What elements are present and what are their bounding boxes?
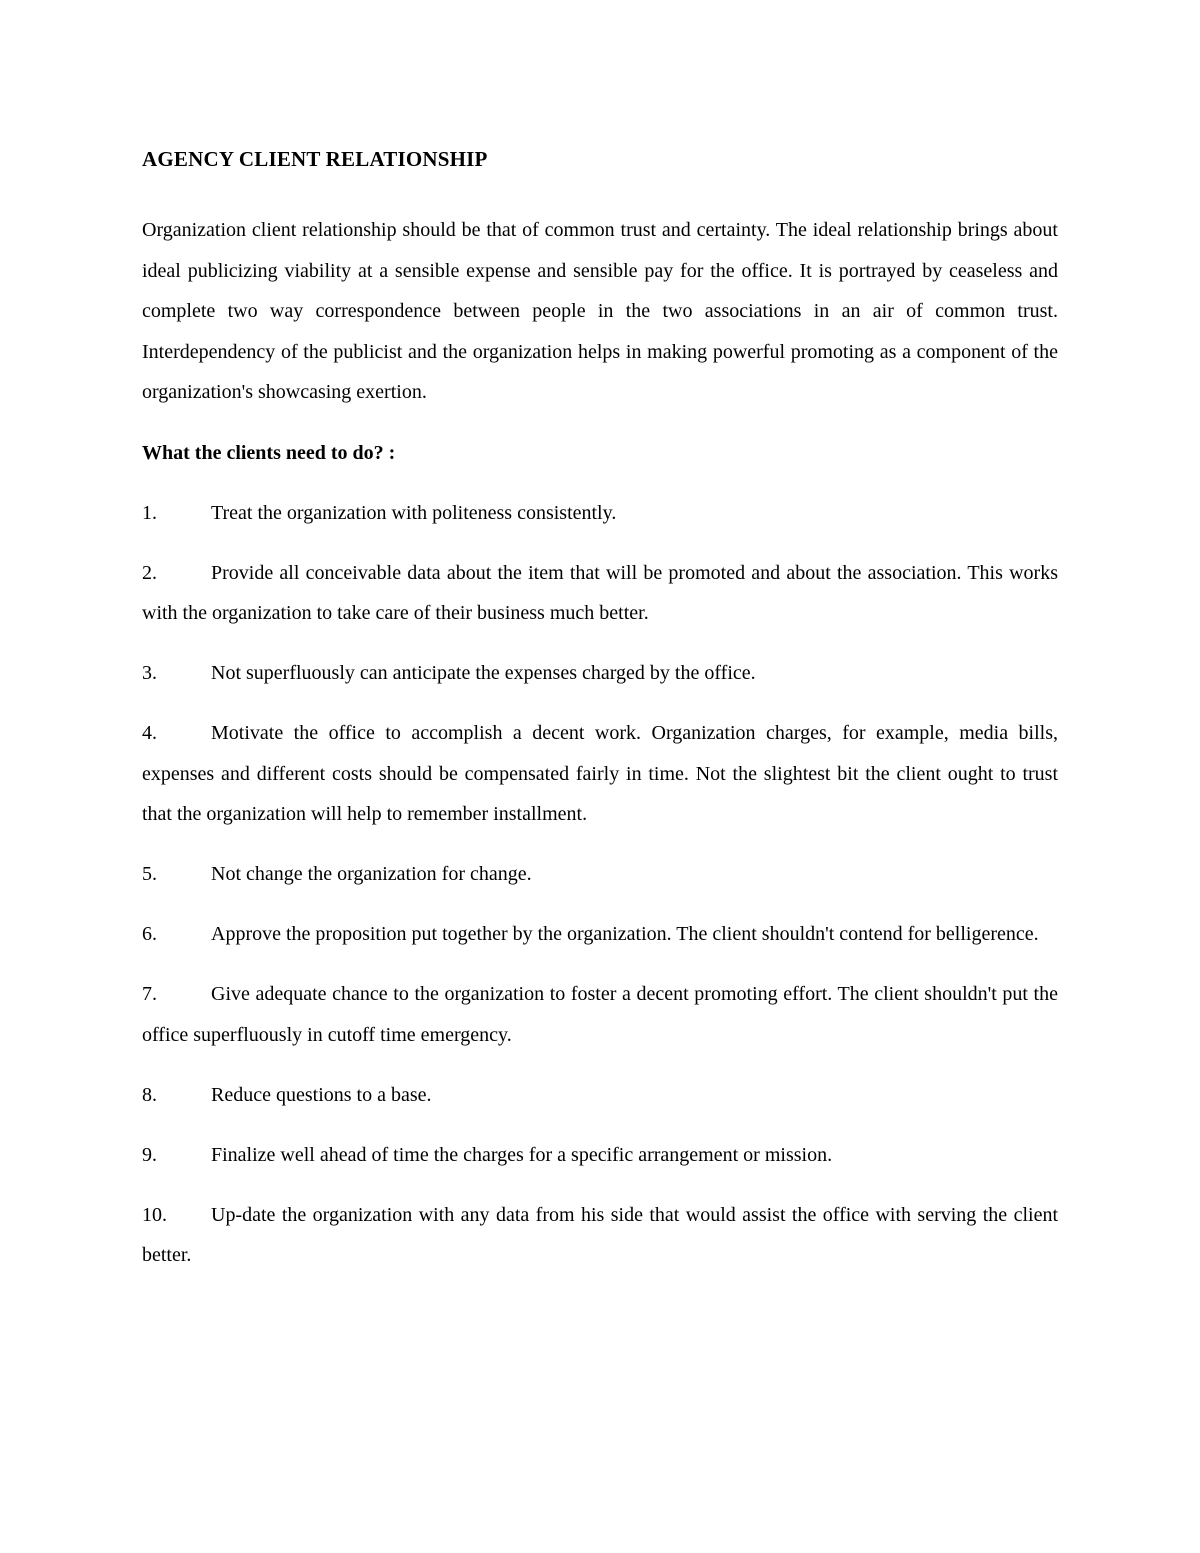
list-item bbox=[142, 1135, 1058, 1176]
section-subheading: What the clients need to do? : bbox=[142, 441, 396, 464]
list-item-text: Motivate the office to accomplish a decent work. Organization charges, for example, media bills, expenses and different costs should be compensated fairly in time. Not the slightest bit the client ought to trust that the organization will help to remember installment. bbox=[142, 722, 1058, 825]
list-item bbox=[142, 713, 1058, 835]
list-item-number: 7. bbox=[142, 983, 157, 1005]
list-item bbox=[142, 553, 1058, 634]
list-item bbox=[142, 974, 1058, 1055]
list-item-text: Finalize well ahead of time the charges for a specific arrangement or mission. bbox=[211, 1143, 833, 1166]
list-item bbox=[142, 1195, 1058, 1276]
list-item bbox=[142, 1075, 1058, 1116]
list-item-number: 6. bbox=[142, 923, 157, 945]
list-item-number: 8. bbox=[142, 1083, 157, 1106]
list-item bbox=[142, 854, 1058, 895]
list-item-number: 2. bbox=[142, 561, 157, 584]
list-item-text: Approve the proposition put together by the organization. The client shouldn't contend for belligerence. bbox=[211, 923, 1039, 945]
list-item-number: 4. bbox=[142, 722, 157, 744]
list-item-text: Give adequate chance to the organization to foster a decent promoting effort. The client shouldn't put the office superfluously in cutoff time emergency. bbox=[142, 983, 1058, 1046]
list-item-text: Treat the organization with politeness consistently. bbox=[211, 501, 617, 524]
list-item bbox=[142, 914, 1058, 955]
document-page bbox=[142, 138, 1058, 1295]
document-title: AGENCY CLIENT RELATIONSHIP bbox=[142, 147, 488, 171]
list-item bbox=[142, 493, 1058, 534]
list-item-number: 10. bbox=[142, 1203, 167, 1226]
client-duties-list bbox=[142, 493, 1058, 1276]
list-item-text: Up-date the organization with any data from his side that would assist the office with serving the client better. bbox=[142, 1203, 1058, 1266]
list-item-text: Not superfluously can anticipate the expenses charged by the office. bbox=[211, 662, 756, 684]
list-item-number: 9. bbox=[142, 1143, 157, 1166]
list-item-text: Provide all conceivable data about the item that will be promoted and about the association. This works with the organization to take care of their business much better. bbox=[142, 561, 1058, 624]
list-item-number: 3. bbox=[142, 662, 157, 684]
list-item-text: Not change the organization for change. bbox=[211, 863, 532, 885]
list-item-text: Reduce questions to a base. bbox=[211, 1083, 432, 1106]
list-item bbox=[142, 653, 1058, 694]
intro-paragraph: Organization client relationship should be that of common trust and certainty. The ideal relationship brings about ideal publicizing viability at a sensible expense and sensible pay for the office. It is portrayed by ceaseless and complete two way correspondence between people in the two associations in an air of common trust. Interdependency of the publicist and the organization helps in making powerful promoting as a component of the organization's showcasing exertion. bbox=[142, 219, 1058, 403]
list-item-number: 1. bbox=[142, 501, 157, 524]
list-item-number: 5. bbox=[142, 863, 157, 885]
